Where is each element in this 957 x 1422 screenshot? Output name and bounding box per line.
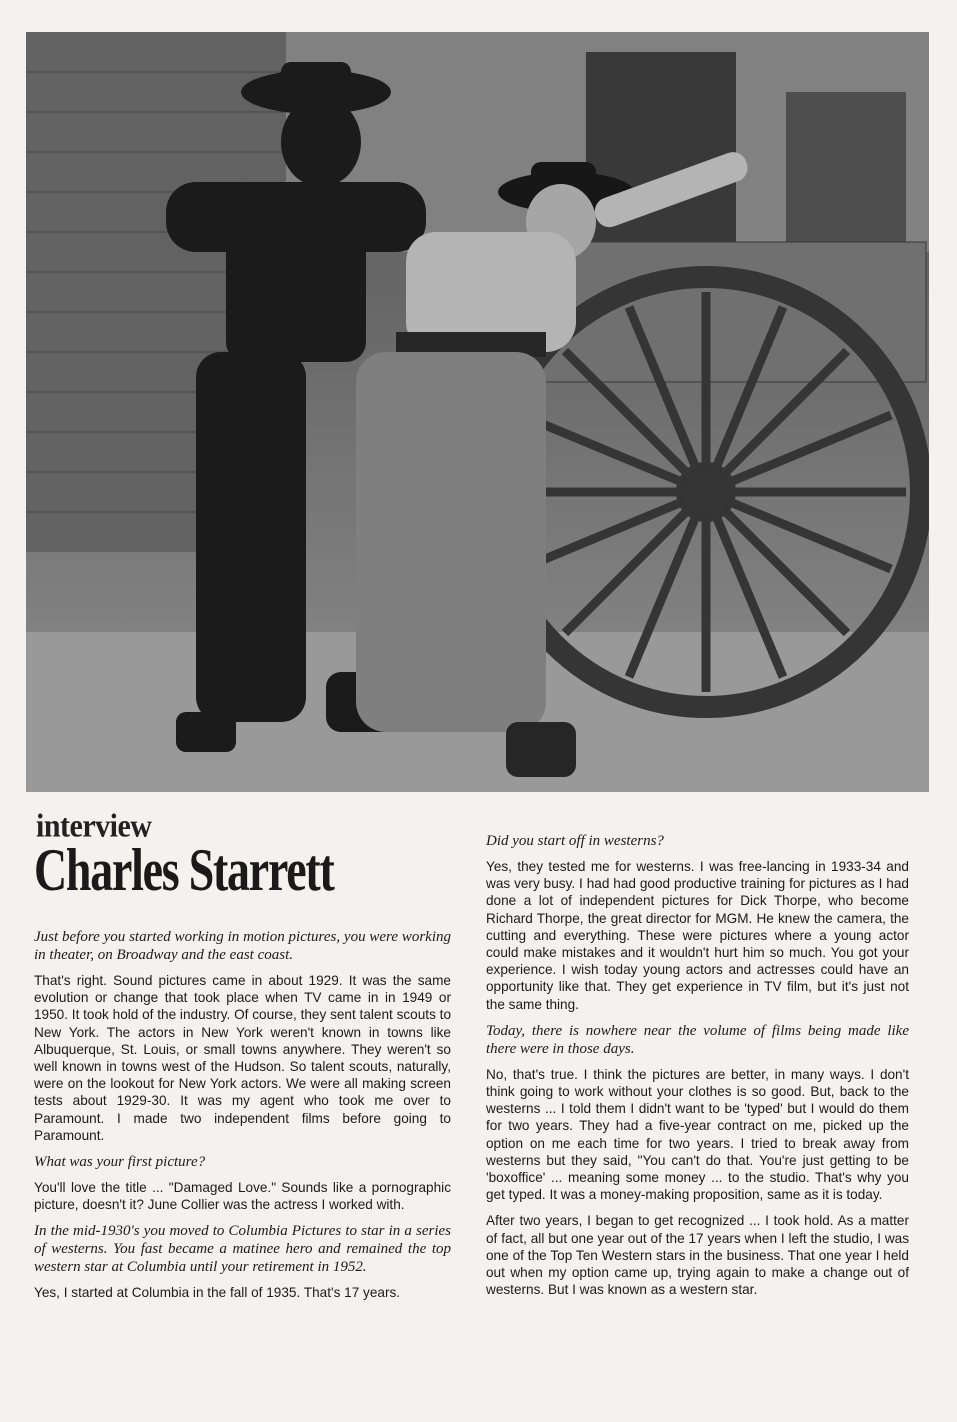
page-title: Charles Starrett bbox=[34, 837, 334, 905]
answer: You'll love the title ... "Damaged Love." Sounds like a pornographic picture, doesn't it? June Collier was the actress I worked with. bbox=[34, 1180, 451, 1213]
question: In the mid-1930's you moved to Columbia Pictures to star in a series of westerns. You fast became a matinee hero and remained the top western star at Columbia until your retirement in 1952. bbox=[34, 1223, 451, 1276]
right-column bbox=[486, 832, 909, 1307]
interview-kicker: interview bbox=[36, 808, 152, 845]
answer: No, that's true. I think the pictures are better, in many ways. I don't think going to work without your clothes is so good. But, back to the westerns ... I told them I didn't want to be 'typed' but I would do them for two years. They had a five-year contract on me, picked up the option on me each time for two years. I tried to break away from westerns but they said, "You can't do that. You're just getting to be 'boxoffice' ... meaning some money ... to the studio. That's why you get typed. It was a money-making proposition, same as it is today. bbox=[486, 1066, 909, 1203]
answer: Yes, I started at Columbia in the fall of 1935. That's 17 years. bbox=[34, 1285, 401, 1301]
question: What was your first picture? bbox=[34, 1154, 206, 1171]
answer: After two years, I began to get recognized ... I took hold. As a matter of fact, all but one year out of the 17 years when I left the studio, I was one of the Top Ten Western stars in the business. That one year I held out when my option came up, trying again to make a change out of westerns. But I was known as a western star. bbox=[486, 1213, 909, 1298]
western-fight-photo bbox=[26, 32, 929, 792]
left-column bbox=[34, 928, 451, 1311]
photo-western-fight-scene bbox=[26, 32, 929, 792]
answer: That's right. Sound pictures came in about 1929. It was the same evolution or change that took place when TV came in in 1949 or 1950. It took hold of the industry. Of course, they sent talent scouts to New York. The actors in New York weren't known in towns like Albuquerque, St. Louis, or small towns anywhere. They weren't so well known in towns west of the Hudson. So talent scouts, naturally, were on the lookout for New York actors. We were all making screen tests about 1929-30. It was my agent who took me over to Paramount. I made two independent films before going to Paramount. bbox=[34, 973, 451, 1143]
question: Today, there is nowhere near the volume of films being made like there were in those days. bbox=[486, 1022, 909, 1057]
question: Did you start off in westerns? bbox=[486, 833, 664, 849]
answer: Yes, they tested me for westerns. I was free-lancing in 1933-34 and was very busy. I had had good productive training for pictures as I had done a lot of independent pictures for Dick Thorpe, who become Richard Thorpe, the great director for MGM. He knew the camera, the cutting and everything. These were pictures where a young actor could make mistakes and it wouldn't hurt him so much. You got your experience. I wish today young actors and actresses could have an opportunity like that. They get experience in TV film, but it's just not the same thing. bbox=[486, 859, 909, 1012]
question: Just before you started working in motion pictures, you were working in theater, on Broadway and the east coast. bbox=[34, 929, 451, 963]
